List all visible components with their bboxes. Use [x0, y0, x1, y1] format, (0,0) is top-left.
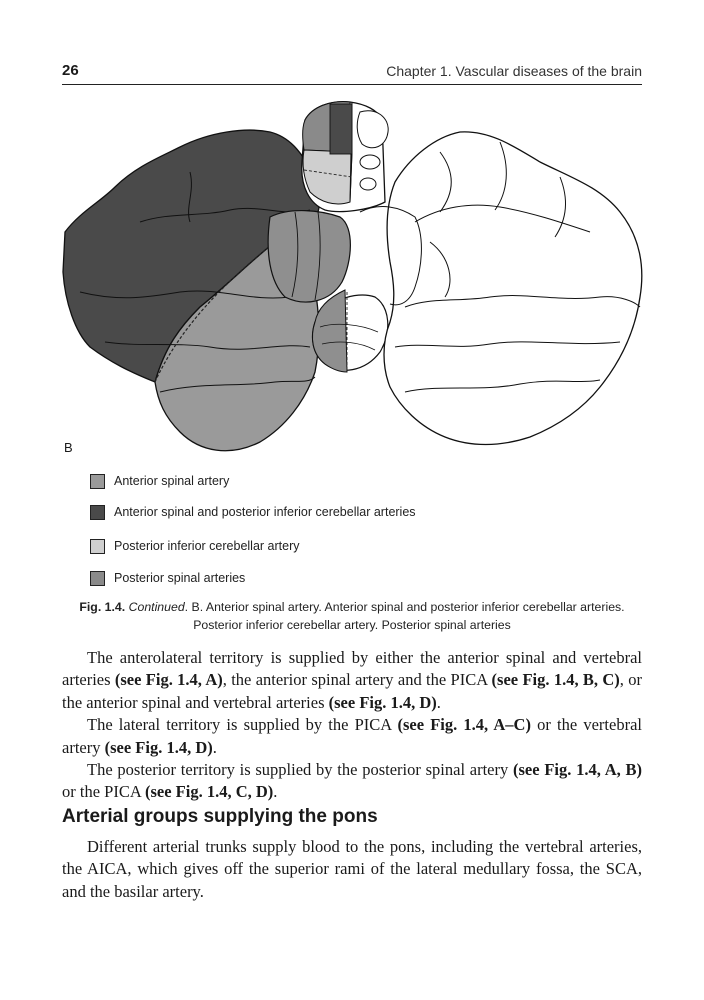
paragraph-text: The lateral territory is supplied by the PICA: [87, 715, 398, 735]
caption-line-1: [62, 598, 642, 616]
legend-item: [90, 503, 416, 521]
figure-caption: [62, 598, 642, 634]
caption-italic: Continued: [128, 600, 185, 614]
running-head: Chapter 1. Vascular diseases of the brain: [386, 63, 642, 79]
figure-reference: (see Fig. 1.4, C, D): [144, 782, 274, 802]
medulla-center: [330, 104, 352, 154]
figure-reference: (see Fig. 1.4, D): [328, 692, 437, 712]
legend-swatch: [90, 571, 105, 586]
paragraph-text: .: [436, 692, 441, 712]
legend-swatch: [90, 474, 105, 489]
legend-label: Anterior spinal and posterior inferior cerebellar arteries: [114, 505, 416, 519]
legend-swatch: [90, 505, 105, 520]
paragraph-text: , or the anterior spinal and vertebral arteries: [62, 670, 642, 712]
page-header: [62, 58, 642, 85]
figure-reference: (see Fig. 1.4, A): [114, 670, 223, 690]
legend-label: Posterior inferior cerebellar artery: [114, 539, 300, 553]
paragraph-text: The posterior territory is supplied by the posterior spinal artery: [87, 760, 513, 780]
figure-reference: (see Fig. 1.4, B, C): [491, 670, 620, 690]
paragraph-text: .: [273, 782, 278, 802]
paragraph: Different arterial trunks supply blood to the pons, including the vertebral arteries, the AICA, which gives off the superior rami of the lateral medullary fossa, the SCA, and the basilar artery.: [62, 837, 642, 901]
nucleus: [360, 155, 380, 169]
legend-item: [90, 472, 229, 490]
section-heading: Arterial groups supplying the pons: [62, 806, 378, 827]
paragraph: [62, 714, 642, 759]
cerebellum-figure: [60, 92, 650, 462]
caption-label: Fig. 1.4.: [79, 600, 126, 614]
legend-swatch: [90, 539, 105, 554]
panel-label: B: [64, 440, 73, 455]
section-body: [62, 836, 642, 903]
legend-item: [90, 537, 300, 555]
figure-reference: (see Fig. 1.4, A, B): [513, 760, 642, 780]
right-hemisphere: [384, 132, 642, 445]
paragraph-text: or the vertebral artery: [62, 715, 642, 757]
tonsil-left: [268, 211, 350, 302]
paragraph: [62, 647, 642, 714]
paragraph-text: , the anterior spinal artery and the PICA: [222, 670, 492, 690]
body-text: [62, 647, 642, 804]
legend-item: [90, 569, 245, 587]
nucleus: [360, 178, 376, 190]
caption-line-2: Posterior inferior cerebellar artery. Posterior spinal arteries: [193, 618, 511, 632]
legend-label: Anterior spinal artery: [114, 474, 230, 488]
figure-reference: (see Fig. 1.4, A–C): [397, 715, 531, 735]
paragraph: [62, 759, 642, 804]
paragraph-text: .: [212, 737, 217, 757]
paragraph-text: or the PICA: [62, 782, 145, 802]
caption-text: . B. Anterior spinal artery. Anterior spinal and posterior inferior cerebellar arteries.: [184, 600, 625, 614]
figure-reference: (see Fig. 1.4, D): [104, 737, 213, 757]
olive-structure: [357, 111, 388, 148]
legend-label: Posterior spinal arteries: [114, 571, 246, 585]
paragraph-text: The anterolateral territory is supplied by either the anterior spinal and vertebral arteries: [62, 648, 642, 690]
page-number: 26: [62, 62, 79, 79]
